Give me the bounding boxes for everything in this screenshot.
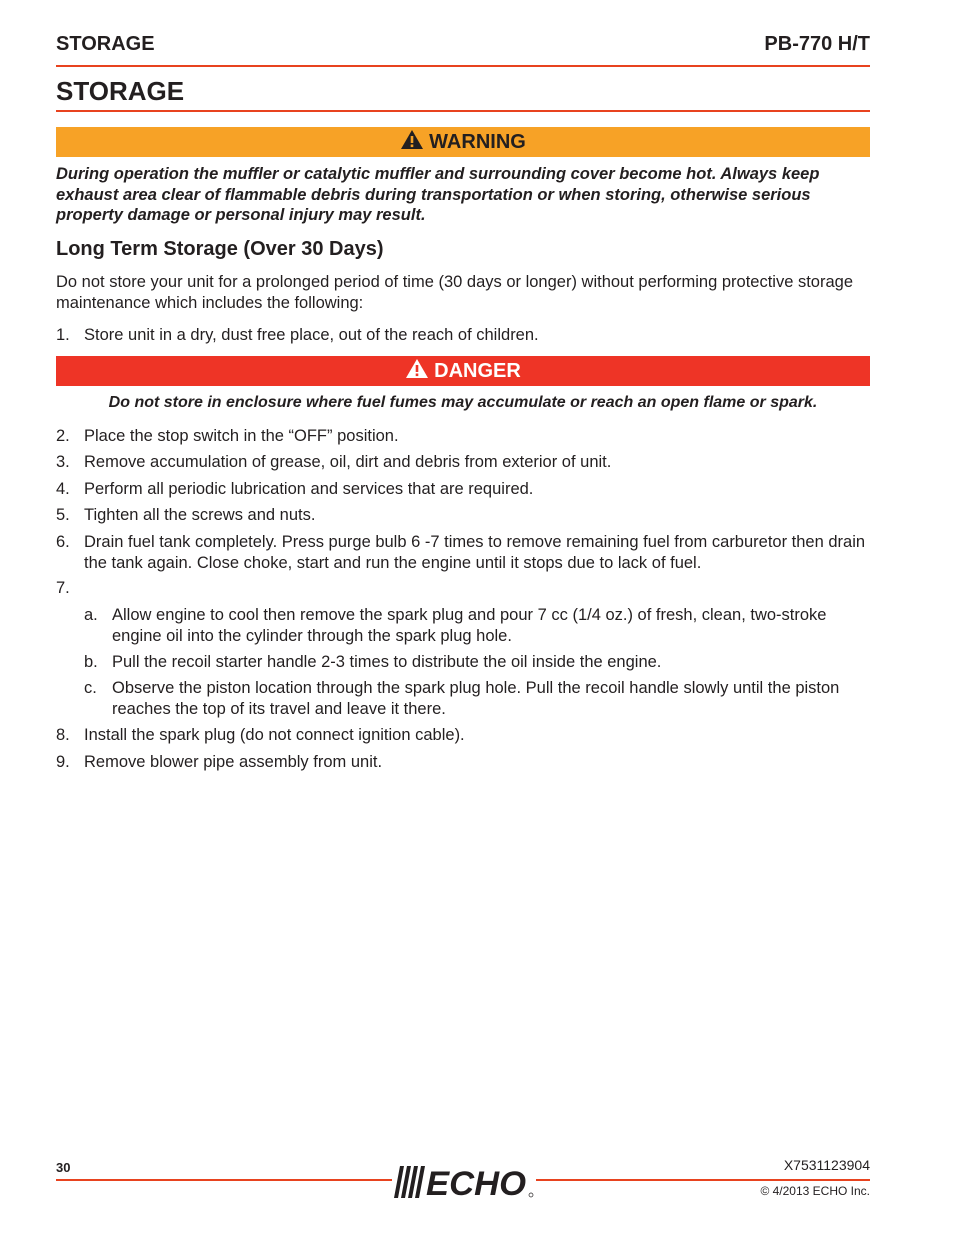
page-title: STORAGE <box>56 76 185 106</box>
footer-rule-right <box>536 1179 870 1181</box>
title-rule <box>56 110 870 112</box>
warning-banner <box>56 127 870 157</box>
list-item-text: Remove accumulation of grease, oil, dirt and debris from exterior of unit. <box>84 453 612 471</box>
sub-list-item-letter: b. <box>84 653 98 671</box>
header-model: PB-770 H/T <box>764 33 870 55</box>
footer-rule-left <box>56 1179 392 1181</box>
list-item-text: Place the stop switch in the “OFF” position. <box>84 427 399 445</box>
document-id: X7531123904 <box>783 1157 870 1173</box>
danger-label: DANGER <box>434 360 521 382</box>
list-item-text: Drain fuel tank completely. Press purge bulb 6 -7 times to remove remaining fuel from carburetor then drain the tank again. Close choke, start and run the engine until it stops due to lack of fuel. <box>84 533 866 572</box>
danger-banner <box>56 356 870 386</box>
list-item-text: Perform all periodic lubrication and services that are required. <box>84 480 534 498</box>
list-item-text: Store unit in a dry, dust free place, out of the reach of children. <box>84 326 539 344</box>
section-heading: Long Term Storage (Over 30 Days) <box>56 238 384 260</box>
list-item-number: 1. <box>56 326 70 344</box>
list-item-number: 9. <box>56 753 70 771</box>
list-item-number: 4. <box>56 480 70 498</box>
warning-text: During operation the muffler or catalytic muffler and surrounding cover become hot. Always keep exhaust area clear of flammable debris during transportation or when storing, otherwise serious property damage or personal injury may result. <box>56 165 820 224</box>
list-item-number: 3. <box>56 453 70 471</box>
echo-logo <box>394 1164 536 1200</box>
list-item-text: Tighten all the screws and nuts. <box>84 506 316 524</box>
warning-label: WARNING <box>429 131 526 153</box>
header-section: STORAGE <box>56 33 155 55</box>
logo-wordmark: ECHO <box>426 1165 526 1200</box>
sub-list-item-text: Observe the piston location through the spark plug hole. Pull the recoil handle slowly until the piston reaches the top of its travel and leave it there. <box>112 679 840 718</box>
sub-list-item-text: Pull the recoil starter handle 2-3 times to distribute the oil inside the engine. <box>112 653 662 671</box>
sub-list-item-letter: a. <box>84 606 98 624</box>
warning-triangle-icon <box>400 129 424 150</box>
sub-list-item-text: Allow engine to cool then remove the spark plug and pour 7 cc (1/4 oz.) of fresh, clean, two-stroke engine oil into the cylinder through the spark plug hole. <box>112 606 827 645</box>
list-item-number: 6. <box>56 533 70 551</box>
list-item-number: 7. <box>56 579 70 597</box>
header-rule <box>56 65 870 67</box>
intro-paragraph: Do not store your unit for a prolonged period of time (30 days or longer) without performing protective storage maintenance which includes the following: <box>56 273 854 312</box>
sub-list-item-letter: c. <box>84 679 97 697</box>
list-item-number: 5. <box>56 506 70 524</box>
running-header <box>56 33 870 57</box>
danger-text: Do not store in enclosure where fuel fumes may accumulate or reach an open flame or spark. <box>108 394 818 411</box>
list-item-number: 8. <box>56 726 70 744</box>
list-item-number: 2. <box>56 427 70 445</box>
page-number: 30 <box>56 1160 71 1175</box>
danger-triangle-icon <box>405 358 429 379</box>
copyright-notice: © 4/2013 ECHO Inc. <box>760 1184 870 1198</box>
list-item-text: Remove blower pipe assembly from unit. <box>84 753 383 771</box>
list-item-text: Install the spark plug (do not connect ignition cable). <box>84 726 465 744</box>
